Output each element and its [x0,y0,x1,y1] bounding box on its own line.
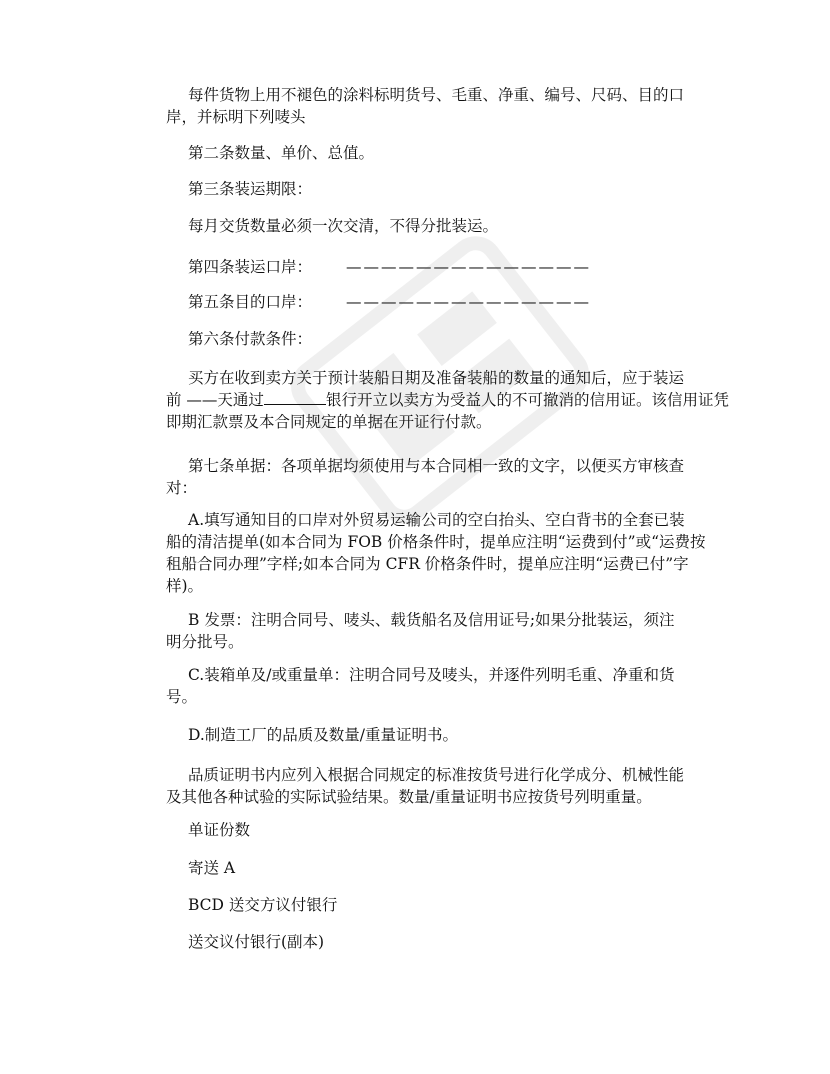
bank-blank [264,390,326,405]
delivery-clause: 每月交货数量必须一次交清，不得分批装运。 [188,217,499,235]
text-line: 对： [166,479,198,497]
send-copy-line: 送交议付银行(副本) [188,933,325,951]
text-line: 每件货物上用不褪色的涂料标明货号、毛重、净重、编号、尺码、目的口 [188,86,685,104]
article-5-label: 第五条目的口岸： [188,293,313,311]
text-line: A.填写通知目的口岸对外贸易运输公司的空白抬头、空白背书的全套已装 [188,511,685,529]
article-7 [166,455,722,499]
text-line: 号。 [166,688,198,706]
document-d: D.制造工厂的品质及数量/重量证明书。 [188,726,459,744]
article-5-blank: —————————————— [346,293,592,311]
bcd-line: BCD 送交方议付银行 [188,896,338,914]
text-fragment: 前 ——天通过 [166,391,264,409]
article-2: 第二条数量、单价、总值。 [188,144,375,162]
text-line: 岸，并标明下列唛头 [166,108,306,126]
marking-paragraph [166,84,722,128]
text-line: C.装箱单及/或重量单：注明合同号及唛头，并逐件列明毛重、净重和货 [188,666,675,684]
text-line: 第七条单据：各项单据均须使用与本合同相一致的文字，以便买方审核查 [188,457,685,475]
text-fragment: 银行开立以卖方为受益人的不可撤消的信用证。该信用证凭 [325,391,729,409]
text-line: 样)。 [166,577,204,595]
text-line: 品质证明书内应列入根据合同规定的标准按货号进行化学成分、机械性能 [188,766,685,784]
send-a: 寄送 A [188,859,236,877]
quality-certificate-paragraph [166,764,722,808]
document-a [166,509,722,597]
article-4-label: 第四条装运口岸： [188,258,313,276]
text-line: B 发票：注明合同号、唛头、载货船名及信用证号;如果分批装运，须注 [188,611,675,629]
article-4-blank: —————————————— [346,258,592,276]
text-line [166,389,729,411]
document-b [166,609,722,653]
article-6: 第六条付款条件： [188,330,313,348]
payment-paragraph [166,367,729,433]
copies-heading: 单证份数 [188,821,251,839]
text-line: 租船合同办理”字样;如本合同为 CFR 价格条件时，提单应注明“运费已付”字 [166,555,689,573]
article-5 [188,291,718,313]
text-line: 明分批号。 [166,633,244,651]
text-line: 即期汇款票及本合同规定的单据在开证行付款。 [166,413,492,431]
article-3: 第三条装运期限： [188,180,313,198]
text-line: 及其他各种试验的实际试验结果。数量/重量证明书应按货号列明重量。 [166,788,652,806]
document-c [166,664,722,708]
text-line: 船的清洁提单(如本合同为 FOB 价格条件时，提单应注明“运费到付”或“运费按 [166,533,706,551]
article-4 [188,256,718,278]
text-line: 买方在收到卖方关于预计装船日期及准备装船的数量的通知后，应于装运 [188,369,685,387]
